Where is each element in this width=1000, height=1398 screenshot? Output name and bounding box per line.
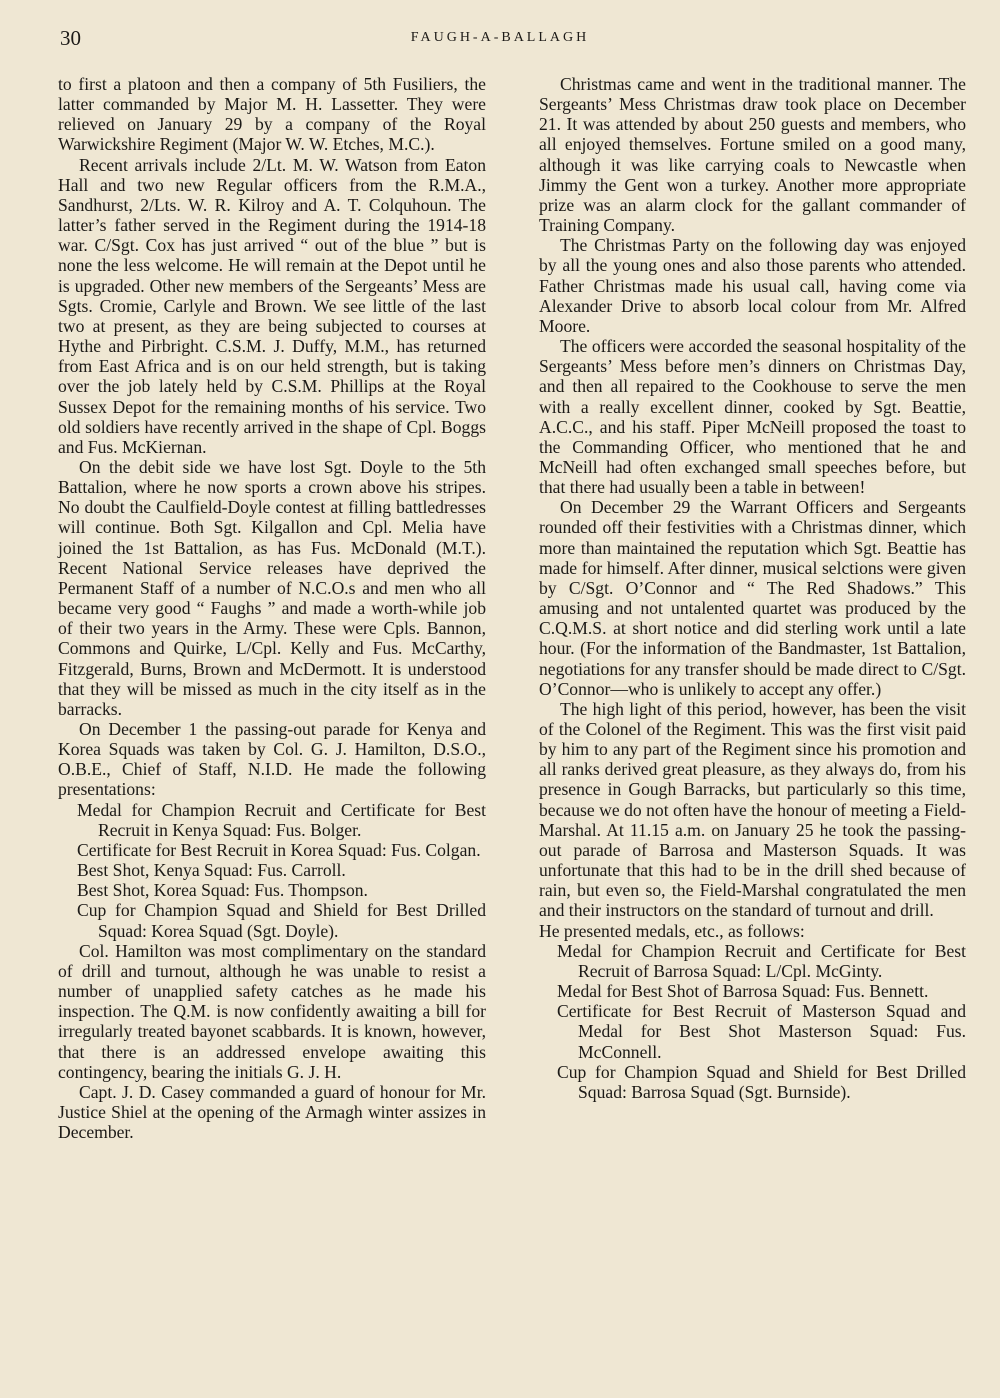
paragraph: Col. Hamilton was most complimentary on the standard of drill and turnout, although he was unable to resist a number of unapplied safety catches as he made his inspection. The Q.M. is now confidently awaiting a bill for irregularly treated bayonet scabbards. It is known, however, that there is an addressed envelope awaiting this contingency, bearing the initials G. J. H. [58, 940, 486, 1082]
paragraph: to first a platoon and then a company of 5th Fusiliers, the latter commanded by Major M. H. Lassetter. They were relieved on January 29 by a company of the Royal Warwickshire Regiment (Major W. W. Etches, M.C.). [58, 74, 486, 155]
page-number: 30 [60, 26, 81, 50]
list-item: Cup for Champion Squad and Shield for Best Drilled Squad: Barrosa Squad (Sgt. Burnside). [557, 1061, 966, 1102]
paragraph: The Christmas Party on the following day was enjoyed by all the young ones and also those parents who attended. Father Christmas made his usual call, having come via Alexander Drive to absorb local colour from Mr. Alfred Moore. [539, 235, 966, 336]
list-item: Medal for Champion Recruit and Certificate for Best Recruit of Barrosa Squad: L/Cpl. McGinty. [557, 940, 966, 981]
medals-intro: He presented medals, etc., as follows: [539, 920, 805, 941]
list-item: Cup for Champion Squad and Shield for Best Drilled Squad: Korea Squad (Sgt. Doyle). [77, 900, 486, 941]
list-item: Medal for Champion Recruit and Certificate for Best Recruit in Kenya Squad: Fus. Bolger. [77, 799, 486, 840]
paragraph: Recent arrivals include 2/Lt. M. W. Watson from Eaton Hall and two new Regular officers from the R.M.A., Sandhurst, 2/Lts. W. R. Kilroy and A. T. Colquhoun. The latter’s father served in the Regiment during the 1914-18 war. C/Sgt. Cox has just arrived “ out of the blue ” but is none the less welcome. He will remain at the Depot until he is upgraded. Other new members of the Sergeants’ Mess are Sgts. Cromie, Carlyle and Brown. We see little of the last two at present, as they are being subjected to courses at Hythe and Pirbright. C.S.M. J. Duffy, M.M., has returned from East Africa and is on our held strength, but is taking over the job lately held by C.S.M. Phillips at the Royal Sussex Depot for the remaining months of his service. Two old soldiers have recently arrived in the shape of Cpl. Boggs and Fus. McKiernan. [58, 154, 486, 457]
paragraph: Capt. J. D. Casey commanded a guard of honour for Mr. Justice Shiel at the opening of the Armagh winter assizes in December. [58, 1081, 486, 1143]
running-title: FAUGH-A-BALLAGH [410, 30, 590, 45]
list-item: Certificate for Best Recruit in Korea Squad: Fus. Colgan. [77, 839, 481, 860]
medals-list [539, 941, 966, 1102]
list-item: Best Shot, Korea Squad: Fus. Thompson. [77, 880, 368, 901]
paragraph: Christmas came and went in the traditional manner. The Sergeants’ Mess Christmas draw took place on December 21. It was attended by about 250 guests and members, who all enjoyed themselves. Fortune smiled on a good many, although it was like carrying coals to Newcastle when Jimmy the Gent won a turkey. Another more appropriate prize was an alarm clock for the gallant commander of Training Company. [539, 74, 966, 236]
list-item: Certificate for Best Recruit of Masterson Squad and Medal for Best Shot Masterson Squad: Fus. McConnell. [557, 1001, 966, 1062]
paragraph: The officers were accorded the seasonal hospitality of the Sergeants’ Mess before men’s dinners on Christmas Day, and then all repaired to the Cookhouse to serve the men with a really excellent dinner, cooked by Sgt. Beattie, A.C.C., and his staff. Piper McNeill proposed the toast to the Commanding Officer, who mentioned that he and McNeill had often exchanged small speeches before, but that there had usually been a table in between! [539, 336, 966, 498]
paragraph: On the debit side we have lost Sgt. Doyle to the 5th Battalion, where he now sports a crown above his stripes. No doubt the Caulfield-Doyle contest at filling battledresses will continue. Both Sgt. Kilgallon and Cpl. Melia have joined the 1st Battalion, as has Fus. McDonald (M.T.). Recent National Service releases have deprived the Permanent Staff of a number of N.C.O.s and men who all became very good “ Faughs ” and made a worth-while job of their two years in the Army. These were Cpls. Bannon, Commons and Quirke, L/Cpl. Kelly and Fus. McCarthy, Fitzgerald, Burns, Brown and McDermott. It is understood that they will be missed as much in the city itself as in the barracks. [58, 456, 486, 719]
right-column [539, 74, 966, 1102]
presentations-list [58, 800, 486, 941]
left-column [58, 74, 486, 1142]
paragraph: On December 29 the Warrant Officers and Sergeants rounded off their festivities with a Christmas dinner, which more than maintained the reputation which Sgt. Beattie has made for himself. After dinner, musical selctions were given by C/Sgt. O’Connor and “ The Red Shadows.” This amusing and not untalented quartet was produced by the C.Q.M.S. at short notice and did sterling work until a late hour. (For the information of the Bandmaster, 1st Battalion, negotiations for any transfer should be made direct to C/Sgt. O’Connor—who is unlikely to accept any offer.) [539, 497, 966, 699]
paragraph: The high light of this period, however, has been the visit of the Colonel of the Regiment. This was the first visit paid by him to any part of the Regiment since his promotion and all ranks derived great pleasure, as they always do, from his presence in Gough Barracks, but particularly so this time, because we do not often have the honour of meeting a Field-Marshal. At 11.15 a.m. on January 25 he took the passing-out parade of Barrosa and Masterson Squads. It was unfortunate that this had to be in the drill shed because of rain, but even so, the Field-Marshal congratulated the men and their instructors on the standard of turnout and drill. [539, 698, 966, 921]
paragraph: On December 1 the passing-out parade for Kenya and Korea Squads was taken by Col. G. J. Hamilton, D.S.O., O.B.E., Chief of Staff, N.I.D. He made the following presentations: [58, 719, 486, 800]
list-item: Medal for Best Shot of Barrosa Squad: Fus. Bennett. [557, 981, 929, 1002]
list-item: Best Shot, Kenya Squad: Fus. Carroll. [77, 860, 346, 881]
